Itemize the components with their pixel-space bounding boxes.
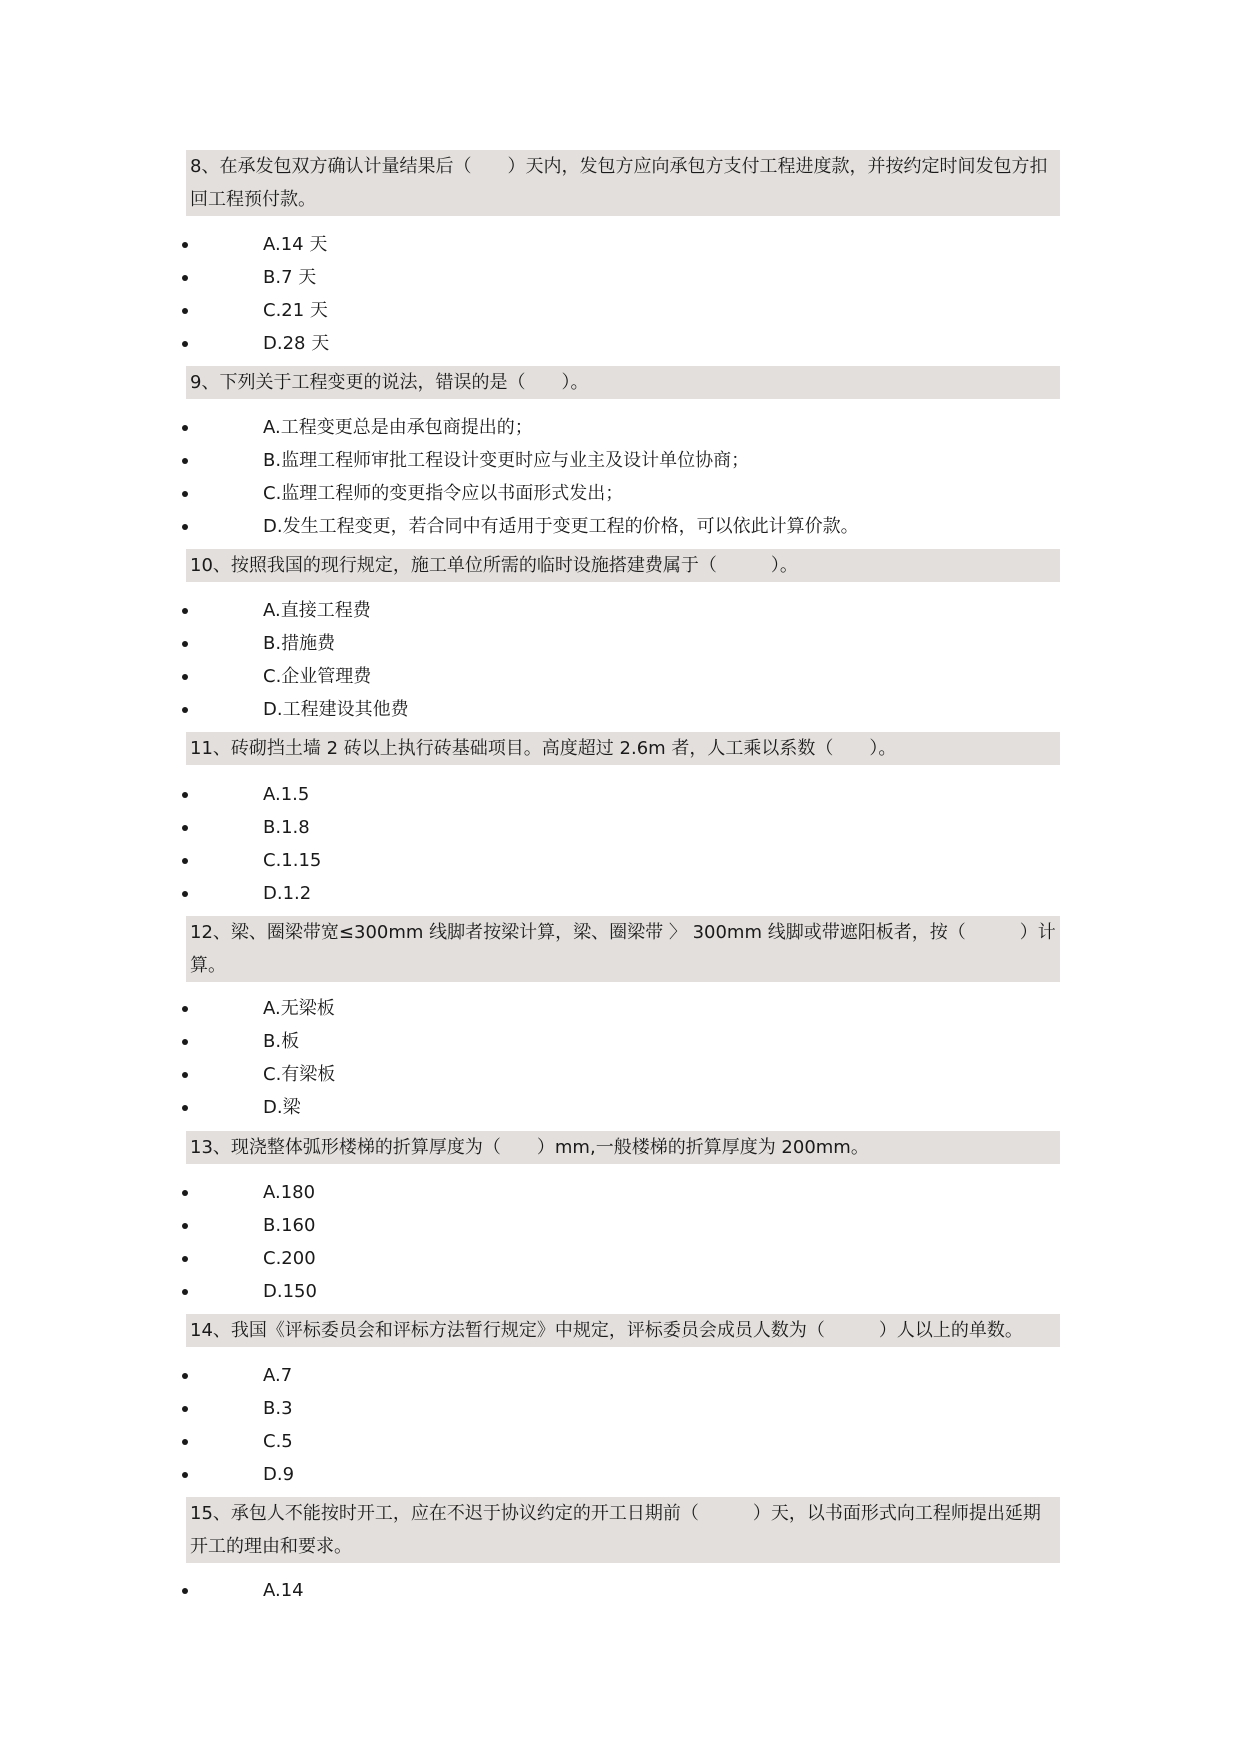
question-10: 10、按照我国的现行规定，施工单位所需的临时设施搭建费属于（ ）。 <box>186 549 1060 582</box>
bullet-icon <box>182 491 188 497</box>
bullet-icon <box>182 275 188 281</box>
option-c: C.5 <box>263 1431 293 1452</box>
question-9: 9、下列关于工程变更的说法，错误的是（ ）。 <box>186 366 1060 399</box>
bullet-icon <box>182 1223 188 1229</box>
bullet-icon <box>182 524 188 530</box>
bullet-icon <box>182 242 188 248</box>
bullet-icon <box>182 1039 188 1045</box>
bullet-icon <box>182 674 188 680</box>
bullet-icon <box>182 1190 188 1196</box>
option-c: C.200 <box>263 1248 316 1269</box>
option-a: A.1.5 <box>263 784 310 805</box>
option-b: B.板 <box>263 1031 300 1052</box>
bullet-icon <box>182 858 188 864</box>
bullet-icon <box>182 308 188 314</box>
bullet-icon <box>182 1256 188 1262</box>
question-13: 13、现浇整体弧形楼梯的折算厚度为（ ）mm,一般楼梯的折算厚度为 200mm。 <box>186 1131 1060 1164</box>
option-c: C.21 天 <box>263 300 328 321</box>
bullet-icon <box>182 641 188 647</box>
option-c: C.有梁板 <box>263 1064 336 1085</box>
option-a: A.7 <box>263 1365 293 1386</box>
option-a: A.14 天 <box>263 234 328 255</box>
option-a: A.无梁板 <box>263 998 335 1019</box>
option-d: D.工程建设其他费 <box>263 699 409 720</box>
bullet-icon <box>182 341 188 347</box>
question-14: 14、我国《评标委员会和评标方法暂行规定》中规定，评标委员会成员人数为（ ）人以上的单数。 <box>186 1314 1060 1347</box>
option-b: B.措施费 <box>263 633 336 654</box>
bullet-icon <box>182 707 188 713</box>
option-d: D.梁 <box>263 1097 301 1118</box>
option-b: B.监理工程师审批工程设计变更时应与业主及设计单位协商； <box>263 450 750 471</box>
bullet-icon <box>182 825 188 831</box>
option-a: A.14 <box>263 1580 304 1601</box>
bullet-icon <box>182 792 188 798</box>
bullet-icon <box>182 1373 188 1379</box>
question-11: 11、砖砌挡土墙 2 砖以上执行砖基础项目。高度超过 2.6m 者，人工乘以系数（ ）。 <box>186 732 1060 765</box>
bullet-icon <box>182 1289 188 1295</box>
option-d: D.28 天 <box>263 333 330 354</box>
option-b: B.3 <box>263 1398 293 1419</box>
bullet-icon <box>182 1406 188 1412</box>
bullet-icon <box>182 458 188 464</box>
bullet-icon <box>182 1588 188 1594</box>
bullet-icon <box>182 1439 188 1445</box>
bullet-icon <box>182 608 188 614</box>
question-12: 12、梁、圈梁带宽≤300mm 线脚者按梁计算，梁、圈梁带 〉 300mm 线脚或带遮阳板者，按（ ）计算。 <box>186 916 1060 982</box>
option-b: B.1.8 <box>263 817 310 838</box>
bullet-icon <box>182 1105 188 1111</box>
bullet-icon <box>182 425 188 431</box>
option-c: C.1.15 <box>263 850 322 871</box>
option-d: D.9 <box>263 1464 295 1485</box>
option-d: D.1.2 <box>263 883 312 904</box>
option-a: A.直接工程费 <box>263 600 371 621</box>
option-c: C.监理工程师的变更指令应以书面形式发出； <box>263 483 624 504</box>
bullet-icon <box>182 1006 188 1012</box>
question-15: 15、承包人不能按时开工，应在不迟于协议约定的开工日期前（ ）天，以书面形式向工程师提出延期开工的理由和要求。 <box>186 1497 1060 1563</box>
bullet-icon <box>182 891 188 897</box>
option-c: C.企业管理费 <box>263 666 372 687</box>
option-d: D.发生工程变更，若合同中有适用于变更工程的价格，可以依此计算价款。 <box>263 516 859 537</box>
option-d: D.150 <box>263 1281 317 1302</box>
option-b: B.160 <box>263 1215 316 1236</box>
bullet-icon <box>182 1472 188 1478</box>
option-b: B.7 天 <box>263 267 317 288</box>
bullet-icon <box>182 1072 188 1078</box>
option-a: A.180 <box>263 1182 316 1203</box>
question-8: 8、在承发包双方确认计量结果后（ ）天内，发包方应向承包方支付工程进度款，并按约定时间发包方扣回工程预付款。 <box>186 150 1060 216</box>
option-a: A.工程变更总是由承包商提出的； <box>263 417 533 438</box>
